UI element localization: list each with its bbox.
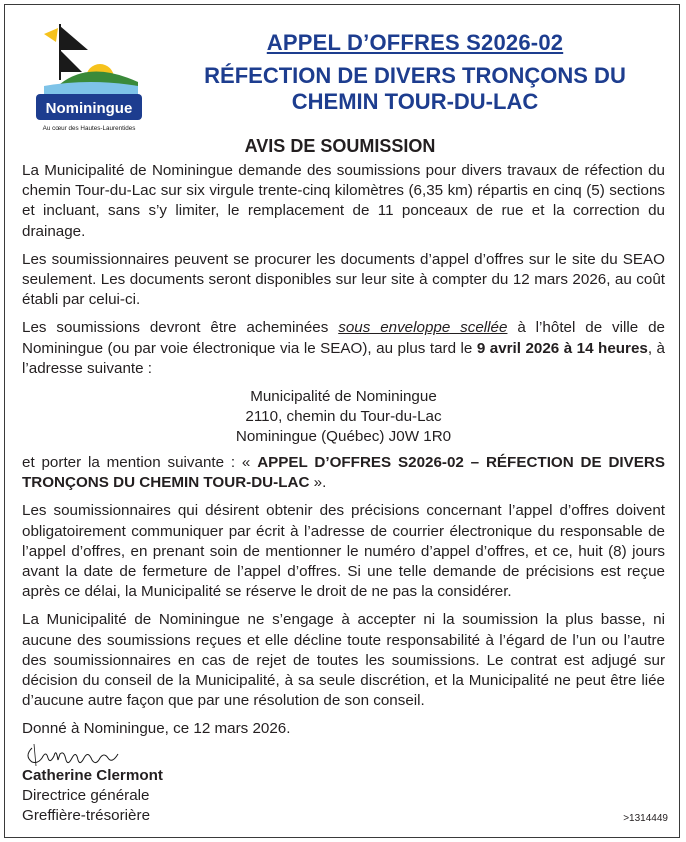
mention-text-b: ». (309, 474, 327, 492)
paragraph-disclaimer: La Municipalité de Nominingue ne s’engage à accepter ni la soumission la plus basse, ni aucune des soumissions reçues et elle décline toute responsabilité à l’égard de l’un ou l’autre des soumissionnaires en cas de rejet de toutes les soumissions. Le contrat est adjugé sur décision du conseil de la Municipalité, à sa seule discrétion, et la Municipalité ne peut être liée d’aucune autre façon que par une résolution de son conseil. (22, 611, 665, 710)
logo-water (44, 82, 138, 96)
submission-text-b: à l’hôtel de ville de Nominingue (ou par voie électronique via le SEAO), au plus tard le (22, 319, 665, 357)
paragraph-clarifications: Les soumissionnaires qui désirent obtenir des précisions concernant l’appel d’offres doivent obligatoirement communiquer par écrit à l’adresse de courrier électronique du responsable de l’appel d’offres, en prenant soin de mentionner le numéro d’appel d’offres, et ce, huit (8) jours avant la date de fermeture de l’appel d’offres. Si une telle demande de précisions est reçue après ce délai, la Municipalité se réserve le droit de ne pas la considérer. (22, 502, 665, 601)
notice-heading: AVIS DE SOUMISSION (244, 136, 436, 156)
address-line: Nominingue (Québec) J0W 1R0 (235, 428, 452, 446)
tender-subtitle: RÉFECTION DE DIVERS TRONÇONS DU CHEMIN TOUR-DU-LAC (204, 63, 626, 114)
handwritten-signature (22, 736, 122, 770)
paragraph-description: La Municipalité de Nominingue demande des soumissions pour divers travaux de réfection du chemin Tour-du-Lac sur six virgule trente-cinq kilomètres (6,35 km) répartis en cinq (5) sections et incluant, sans s’y limiter, le remplacement de 11 ponceaux de rue et la correction du drainage. (22, 162, 665, 240)
tender-title: APPEL D’OFFRES S2026-02 (266, 30, 564, 55)
reference-number: >1314449 (623, 813, 668, 824)
paragraph-documents: Les soumissionnaires peuvent se procurer les documents d’appel d’offres sur le site du SEAO seulement. Les documents seront disponibles sur leur site à compter du 12 mars 2026, au coût établi par celui-ci. (22, 250, 665, 309)
mention-label: APPEL D’OFFRES S2026-02 – RÉFECTION DE DIVERS TRONÇONS DU CHEMIN TOUR-DU-LAC (22, 454, 665, 492)
logo-tagline: Au cœur des Hautes-Laurentides (42, 125, 136, 132)
paragraph-submission (22, 318, 665, 379)
deadline-text: 9 avril 2026 à 14 heures (476, 339, 648, 357)
paragraph-date: Donné à Nominingue, ce 12 mars 2026. (22, 720, 291, 738)
address-block (22, 387, 665, 447)
logo-name: Nominingue (45, 100, 133, 117)
municipality-logo (30, 20, 148, 136)
signatory-name: Catherine Clermont (22, 767, 163, 784)
sealed-envelope-text: sous enveloppe scellée (338, 319, 508, 337)
logo-sail-bottom (60, 50, 82, 72)
submission-text-c: , à l’adresse suivante : (22, 339, 666, 377)
mention-text-a: et porter la mention suivante : « (22, 454, 258, 472)
paragraph-mention (22, 453, 665, 493)
logo-flag (44, 28, 58, 42)
address-line: Municipalité de Nominingue (250, 388, 437, 406)
address-line: 2110, chemin du Tour-du-Lac (245, 408, 442, 426)
notice-body (22, 161, 665, 748)
signatory-title-2: Greffière-trésorière (22, 807, 151, 824)
logo-sail-top (60, 26, 88, 50)
submission-text-a: Les soumissions devront être acheminées (22, 319, 339, 337)
signatory-title-1: Directrice générale (22, 787, 150, 804)
